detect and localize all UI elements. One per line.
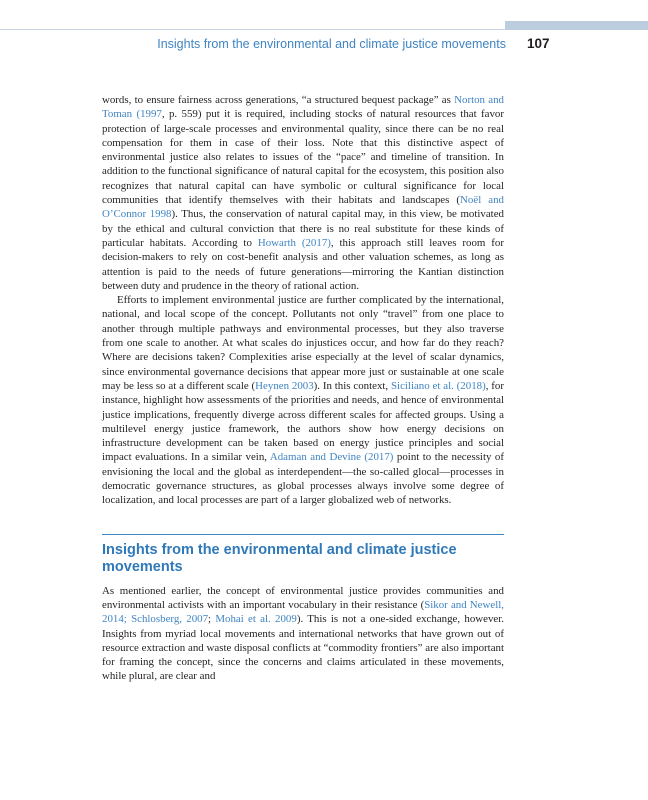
paragraph-text: ). Thus, the conservation of natural capital may, in this view, be motivated by the ethical and cultural conviction that there is no real substitute for these kinds of particular habitats. According to [102,208,504,249]
paragraph-text: , this approach still leaves room for decision-makers to rely on cost-benefit analysis and other valuation schemes, as long as attention is paid to the needs of future generations—mirroring the Kantian distinction between duty and prudence in the theory of rational action. [102,236,504,292]
paragraph-text: , for instance, highlight how assessments of the priorities and needs, and hence of environmental justice implications, frequently diverge across different scales for affected groups. Using a multilevel energy justice framework, the authors show how energy decisions on infrastructure development can be taken based on energy justice principles and social impact evaluations. In a similar vein, [102,379,504,464]
paragraph-text: words, to ensure fairness across generations, “a structured bequest package” as [102,94,455,106]
paragraph-text: , p. 559) put it is required, including stocks of natural resources that favor protection of large-scale processes and environmental quality, since there can be no real compensation for them in case of their loss. Note that this distinctive aspect of environmental justice also relates to issues of the “pace” and timeline of transition. In addition to the functional significance of natural capital for the ecosystem, this position also recognizes that natural capital can have symbolic or cultural significance for local communities that identify themselves with their habitats and landscapes ( [102,108,504,207]
page-number: 107 [527,36,550,51]
paragraph-2 [102,293,504,507]
paragraph-text: point to the necessity of envisioning the local and the global as interdependent—the so-called glocal—processes in democratic governance structures, as global processes always involve some degree of localization, and local processes are part of a larger globalized web of networks. [102,451,504,507]
paragraph-3 [102,584,504,684]
header-accent-bar [505,21,648,30]
paragraph-1 [102,93,504,293]
paragraph-text: ). In this context, [313,379,391,392]
citation-link[interactable]: Adaman and Devine (2017) [269,451,394,464]
section-divider [102,534,504,535]
citation-link[interactable]: Howarth (2017) [257,236,331,249]
header-rule [0,29,505,30]
paragraph-text: ). This is not a one-sided exchange, however. Insights from myriad local movements and international networks that have grown out of resource extraction and waste disposal conflicts at “commodity frontiers” are also important for framing the concept, since the concerns and claims articulated in these movements, while plural, are clear and [102,613,504,683]
section-heading: Insights from the environmental and climate justice movements [102,541,457,576]
citation-link[interactable]: Siciliano et al. (2018) [390,379,486,392]
citation-link[interactable]: Norton and Toman (1997 [102,94,504,121]
citation-link[interactable]: Sikor and Newell, 2014; Schlosberg, 2007 [102,598,504,626]
citation-link[interactable]: Noël and O’Connor 1998 [102,194,504,221]
page-body [102,93,504,684]
paragraph-text: Efforts to implement environmental justice are further complicated by the international, national, and local scope of the concept. Pollutants not only “travel” from one place to another through multiple pathways and environmental processes, but they also traverse from one scale to another. At what scales do injustices occur, and how far do they reach? Where are decisions taken? Complexities arise especially at the level of scalar dynamics, since environmental governance decisions that appear more just or sustainable at one scale may be less so at a different scale ( [102,294,504,392]
paragraph-text: As mentioned earlier, the concept of environmental justice provides communities and environmental activists with an important vocabulary in their resistance ( [102,584,504,611]
running-head: Insights from the environmental and climate justice movements [157,37,506,51]
paragraph-text: ; [208,613,216,626]
citation-link[interactable]: Heynen 2003 [255,379,314,392]
citation-link[interactable]: Mohai et al. 2009 [215,613,297,626]
